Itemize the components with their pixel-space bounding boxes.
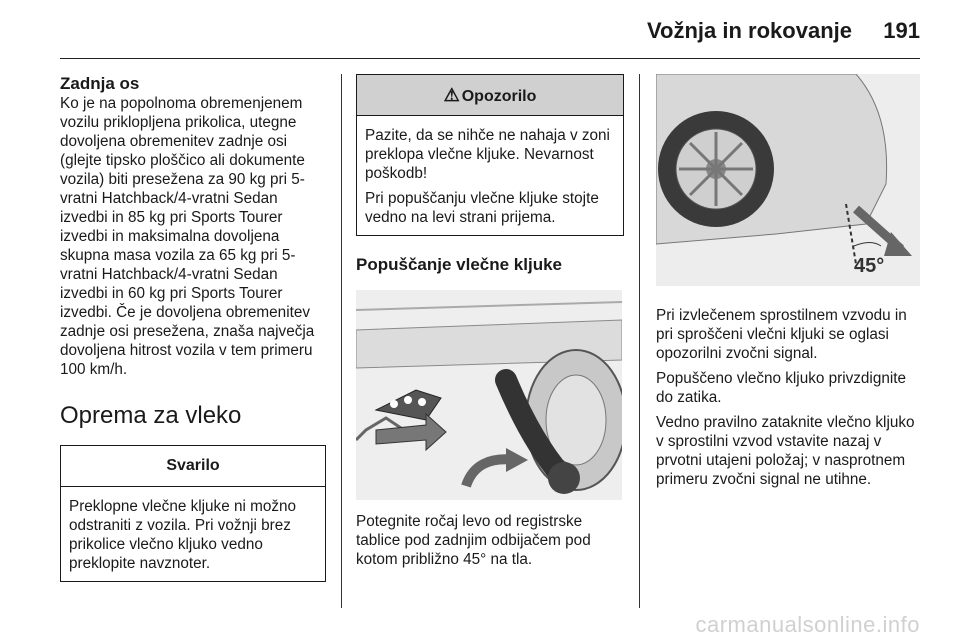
page-number: 191 <box>883 18 920 43</box>
angle-label: 45° <box>854 255 885 277</box>
warning-title: Opozorilo <box>461 88 537 105</box>
column-middle <box>356 74 624 569</box>
subsection-title: Popuščanje vlečne kljuke <box>356 255 562 274</box>
section-title-rear-axle: Zadnja os <box>60 74 140 93</box>
chapter-title: Oprema za vleko <box>60 402 242 429</box>
notice-box <box>60 445 326 582</box>
warning-box <box>356 74 624 236</box>
column-left <box>60 74 326 582</box>
running-head-title: Vožnja in rokovanje <box>647 18 852 43</box>
tow-hook-angle-illustration <box>656 74 920 286</box>
figure-caption: Potegnite ročaj levo od registrske tablice pod zadnjim odbijačem pod kotom približno 45° na tla. <box>356 513 591 568</box>
warning-header <box>357 75 623 116</box>
page-header <box>0 0 960 62</box>
warning-text-2: Pri popuščanju vlečne kljuke stojte vedno na levi strani prijema. <box>365 190 599 226</box>
right-text-2: Popuščeno vlečno kljuko privzdignite do zatika. <box>656 370 906 406</box>
notice-text: Preklopne vlečne kljuke ni možno odstraniti z vozila. Pri vožnji brez prikolice vlečno kljuko vedno preklopite navznoter. <box>69 498 297 572</box>
right-text-3: Vedno pravilno zataknite vlečno kljuko v sprostilni vzvod vstavite nazaj v prvotni utajeni položaj; v nasprotnem primeru zvočni signal ne utihne. <box>656 414 915 488</box>
watermark-logo: carmanualsonline.info <box>695 612 920 637</box>
warning-triangle-icon: ⚠ <box>443 85 460 105</box>
column-divider-2 <box>639 74 640 608</box>
notice-title: Svarilo <box>61 446 325 487</box>
header-rule <box>60 58 920 59</box>
rear-axle-text: Ko je na popolnoma obremenjenem vozilu priklopljena prikolica, utegne dovoljena obremenitev zadnje osi (glejte tipsko ploščico ali dokumente vozila) biti presežena za 90 kg pri 5-vratni Hatchback/4-vratni Sedan izvedbi in 85 kg pri Sports Tourer izvedbi in maksimalna dovoljena skupna masa vozila za 65 kg pri 5-vratni Hatchback/4-vratni Sedan izvedbi in 60 kg pri Sports Tourer izvedbi. Če je dovoljena obremenitev zadnje osi presežena, znaša največja dovoljena hitrost vozila v tem primeru 100 km/h. <box>60 95 315 378</box>
tow-hook-release-illustration <box>356 290 622 500</box>
right-text-1: Pri izvlečenem sprostilnem vzvodu in pri sproščeni vlečni kljuki se oglasi opozorilni zvočni signal. <box>656 307 907 362</box>
column-divider-1 <box>341 74 342 608</box>
warning-text-1: Pazite, da se nihče ne nahaja v zoni preklopa vlečne kljuke. Nevarnost poškodb! <box>365 127 610 182</box>
column-right <box>656 74 924 489</box>
